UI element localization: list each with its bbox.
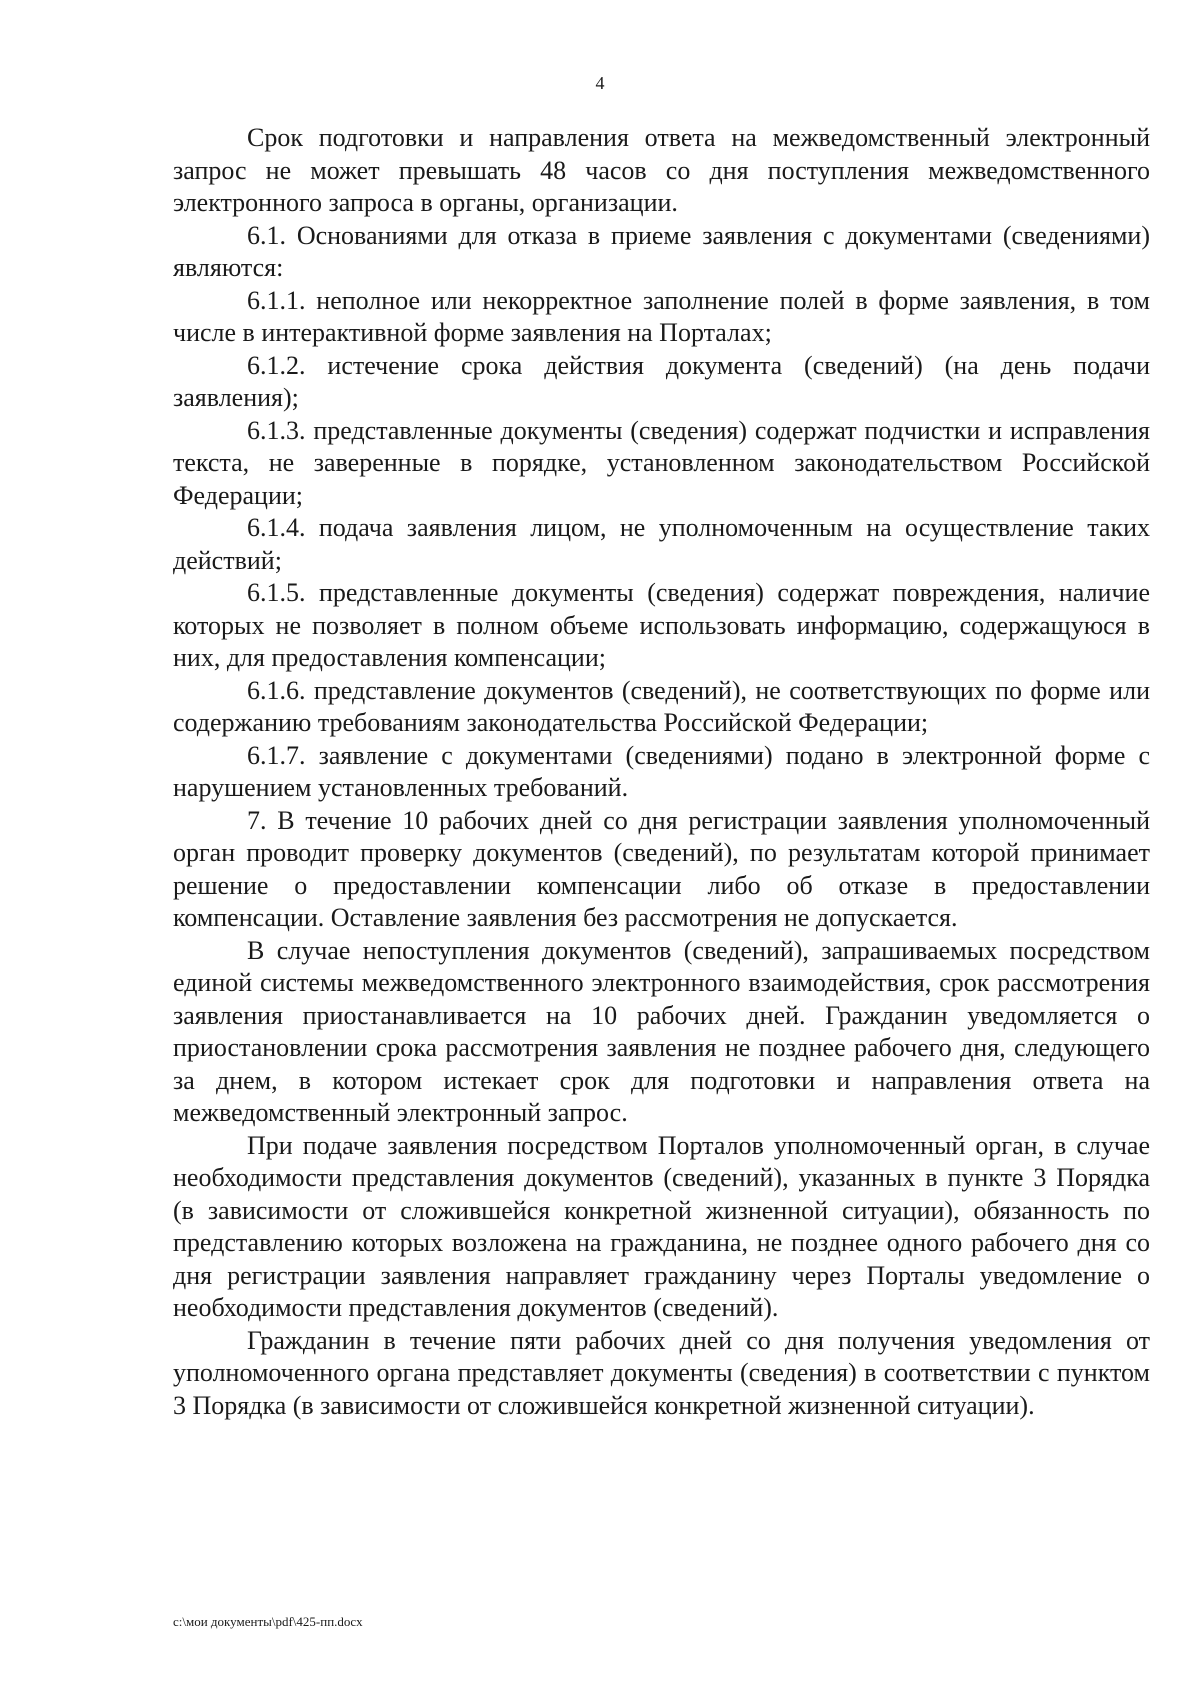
paragraph-6-1-7: 6.1.7. заявление с документами (сведениями) подано в электронной форме с нарушением установленных требований. [173, 740, 1150, 802]
page-number: 4 [595, 73, 605, 93]
document-body [173, 122, 1150, 1422]
paragraph-citizen-submission: Гражданин в течение пяти рабочих дней со дня получения уведомления от уполномоченного органа представляет документы (сведения) в соответствии с пунктом 3 Порядка (в зависимости от сложившейся конкретной жизненной ситуации). [173, 1325, 1150, 1420]
paragraph-6-1-4: 6.1.4. подача заявления лицом, не уполномоченным на осуществление таких действий; [173, 513, 1150, 575]
paragraph-6-1-2: 6.1.2. истечение срока действия документа (сведений) (на день подачи заявления); [173, 350, 1150, 412]
paragraph-6-1: 6.1. Основаниями для отказа в приеме заявления с документами (сведениями) являются: [173, 220, 1150, 282]
paragraph-portal-notification: При подаче заявления посредством Порталов уполномоченный орган, в случае необходимости представления документов (сведений), указанных в пункте 3 Порядка (в зависимости от сложившейся конкретной жизненной ситуации), обязанность по представлению которых возложена на гражданина, не позднее одного рабочего дня со дня регистрации заявления направляет гражданину через Порталы уведомление о необходимости представления документов (сведений). [173, 1130, 1150, 1322]
paragraph-suspension: В случае непоступления документов (сведений), запрашиваемых посредством единой системы межведомственного электронного взаимодействия, срок рассмотрения заявления приостанавливается на 10 рабочих дней. Гражданин уведомляется о приостановлении срока рассмотрения заявления не позднее рабочего дня, следующего за днем, в котором истекает срок для подготовки и направления ответа на межведомственный электронный запрос. [173, 935, 1150, 1127]
paragraph-6-1-3: 6.1.3. представленные документы (сведения) содержат подчистки и исправления текста, не заверенные в порядке, установленном законодательством Российской Федерации; [173, 415, 1150, 510]
paragraph-6-1-5: 6.1.5. представленные документы (сведения) содержат повреждения, наличие которых не позволяет в полном объеме использовать информацию, содержащуюся в них, для предоставления компенсации; [173, 578, 1150, 672]
paragraph-7: 7. В течение 10 рабочих дней со дня регистрации заявления уполномоченный орган проводит проверку документов (сведений), по результатам которой принимает решение о предоставлении компенсации либо об отказе в предоставлении компенсации. Оставление заявления без рассмотрения не допускается. [173, 805, 1150, 932]
paragraph-6-1-1: 6.1.1. неполное или некорректное заполнение полей в форме заявления, в том числе в интерактивной форме заявления на Порталах; [173, 285, 1150, 347]
paragraph-response-deadline: Срок подготовки и направления ответа на межведомственный электронный запрос не может превышать 48 часов со дня поступления межведомственного электронного запроса в органы, организации. [173, 123, 1150, 217]
paragraph-6-1-6: 6.1.6. представление документов (сведений), не соответствующих по форме или содержанию требованиям законодательства Российской Федерации; [173, 675, 1150, 737]
footer-file-path: c:\мои документы\pdf\425-пп.docx [173, 1614, 363, 1629]
